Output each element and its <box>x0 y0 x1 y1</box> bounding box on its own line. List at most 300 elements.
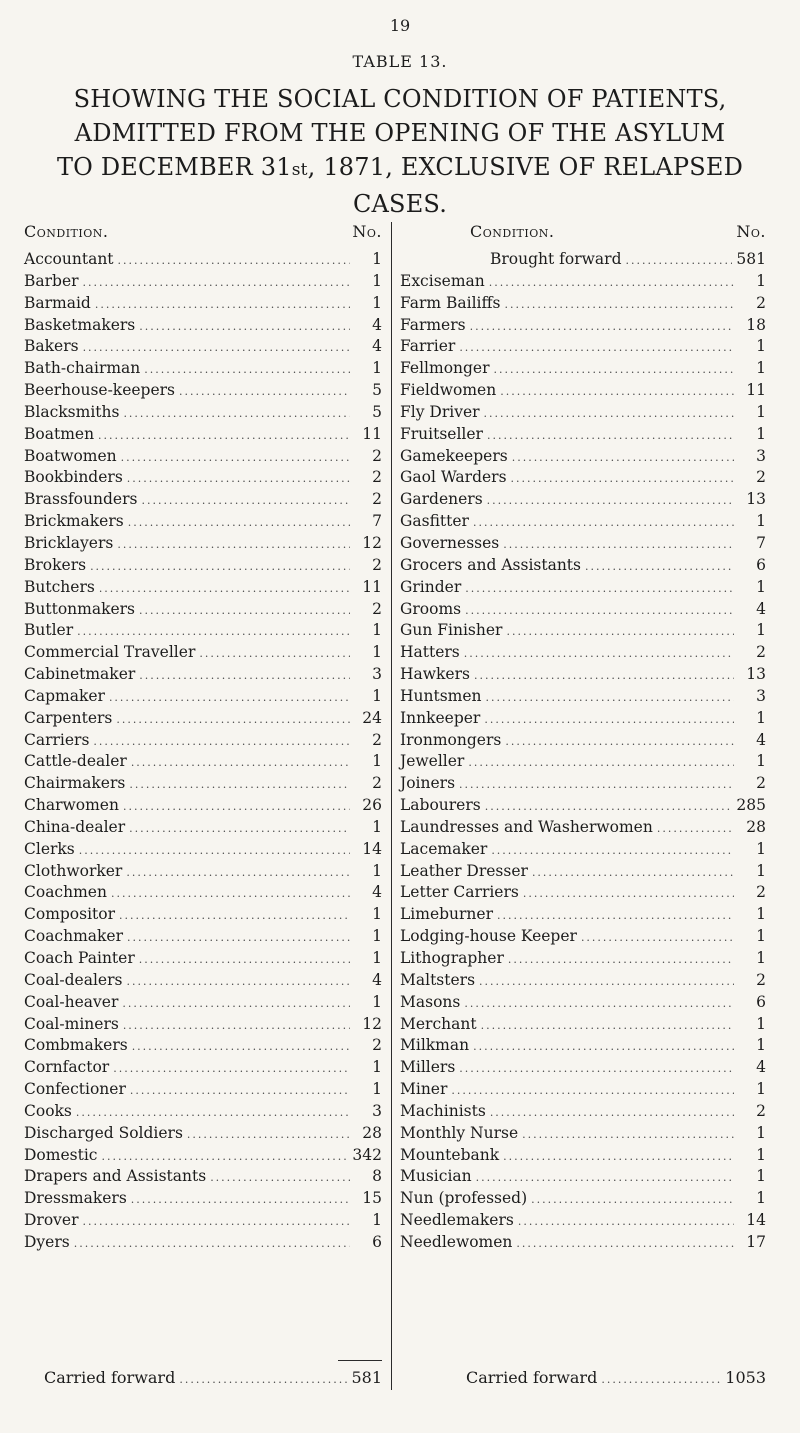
patient-count: 2 <box>372 555 382 574</box>
patient-count: 1 <box>372 359 382 378</box>
dot-leader <box>522 1128 734 1141</box>
table-row <box>400 250 766 272</box>
title-line-3 <box>20 150 780 187</box>
dot-leader <box>129 822 350 835</box>
condition-name: Cattle-dealer <box>24 752 127 771</box>
table-row <box>24 883 382 905</box>
left-rows <box>24 250 382 1255</box>
table-row <box>400 840 766 862</box>
dot-leader <box>581 931 734 944</box>
title-line-4: CASES. <box>352 190 448 218</box>
patient-count: 1 <box>756 337 766 356</box>
condition-name: Brought forward <box>490 250 622 268</box>
dot-leader <box>121 451 350 464</box>
patient-count: 1 <box>372 949 382 967</box>
dot-leader <box>481 1019 734 1032</box>
dot-leader <box>491 844 734 857</box>
dot-leader <box>83 276 350 289</box>
dot-leader <box>451 1084 734 1097</box>
dot-leader <box>179 385 350 398</box>
patient-count: 1 <box>756 271 766 290</box>
table-row <box>400 1124 766 1146</box>
patient-count: 1 <box>372 686 382 705</box>
condition-name: Butler <box>24 621 74 640</box>
condition-name: Maltsters <box>400 970 476 989</box>
patient-count: 12 <box>362 533 382 552</box>
condition-name: Fieldwomen <box>400 381 497 400</box>
patient-count: 1 <box>756 905 766 924</box>
condition-name: Grinder <box>400 577 462 596</box>
dot-leader <box>98 429 350 442</box>
patient-count: 24 <box>362 708 382 727</box>
dot-leader <box>131 1193 350 1206</box>
dot-leader <box>95 298 350 311</box>
table-row <box>400 272 766 294</box>
condition-name: Bath-chairman <box>24 359 141 378</box>
left-header-no: No. <box>352 222 382 241</box>
patient-count: 1 <box>756 1036 766 1055</box>
patient-count: 1 <box>756 1014 766 1033</box>
condition-name: Gasfitter <box>400 512 469 531</box>
patient-count: 1 <box>756 402 766 421</box>
dot-leader <box>464 997 734 1010</box>
table-row <box>400 971 766 993</box>
patient-count: 2 <box>372 446 382 465</box>
condition-name: Bricklayers <box>24 533 114 552</box>
table-row <box>24 447 382 469</box>
dot-leader <box>500 385 734 398</box>
table-row <box>24 971 382 993</box>
left-footer-label: Carried forward <box>44 1368 176 1387</box>
right-column <box>400 222 766 1255</box>
dot-leader <box>129 778 350 791</box>
dot-leader <box>484 713 734 726</box>
condition-name: Miner <box>400 1080 448 1099</box>
patient-count: 2 <box>372 599 382 618</box>
table-row <box>24 250 382 272</box>
dot-leader <box>504 298 734 311</box>
dot-leader <box>512 451 734 464</box>
patient-count: 4 <box>756 1058 766 1077</box>
condition-name: Jeweller <box>400 752 465 771</box>
condition-name: Beerhouse-keepers <box>24 381 176 400</box>
patient-count: 17 <box>746 1232 766 1251</box>
table-row <box>24 862 382 884</box>
dot-leader <box>131 756 350 769</box>
patient-count: 1 <box>372 643 382 662</box>
table-row <box>400 1146 766 1168</box>
dot-leader <box>123 407 350 420</box>
table-row <box>400 1015 766 1037</box>
table-row <box>24 1102 382 1124</box>
patient-count: 1 <box>756 621 766 640</box>
patient-count: 1 <box>756 1167 766 1186</box>
dot-leader <box>141 494 350 507</box>
table-row <box>400 1233 766 1255</box>
patient-count: 7 <box>756 533 766 552</box>
condition-name: Labourers <box>400 796 481 815</box>
table-row <box>24 1146 382 1168</box>
patient-count: 4 <box>372 970 382 989</box>
patient-count: 1 <box>372 621 382 640</box>
condition-name: Hawkers <box>400 665 470 684</box>
table-row <box>24 796 382 818</box>
condition-name: Carriers <box>24 730 90 749</box>
right-footer <box>466 1368 766 1387</box>
table-row <box>24 927 382 949</box>
condition-name: Discharged Soldiers <box>24 1123 183 1142</box>
left-column <box>24 222 382 1255</box>
dot-leader <box>113 1062 350 1075</box>
table-row <box>400 752 766 774</box>
table-row <box>24 468 382 490</box>
table-row <box>24 621 382 643</box>
patient-count: 3 <box>756 686 766 705</box>
condition-name: Bakers <box>24 337 79 356</box>
condition-name: Milkman <box>400 1036 470 1055</box>
right-column-header <box>400 222 766 250</box>
table-row <box>24 1080 382 1102</box>
table-row <box>24 1058 382 1080</box>
dot-leader <box>128 516 350 529</box>
table-row <box>24 556 382 578</box>
table-row <box>400 862 766 884</box>
dot-leader <box>474 669 734 682</box>
table-row <box>24 905 382 927</box>
condition-name: Buttonmakers <box>24 599 136 618</box>
table-row <box>400 949 766 971</box>
condition-name: Hatters <box>400 643 460 662</box>
patient-count: 26 <box>362 796 382 815</box>
patient-count: 1 <box>756 1080 766 1099</box>
dot-leader <box>626 254 733 267</box>
condition-name: Millers <box>400 1058 456 1077</box>
table-row <box>400 403 766 425</box>
condition-name: Charwomen <box>24 796 119 815</box>
dot-leader <box>484 407 734 420</box>
condition-name: Blacksmiths <box>24 402 120 421</box>
patient-count: 15 <box>362 1189 382 1208</box>
table-row <box>24 949 382 971</box>
table-row <box>400 818 766 840</box>
condition-name: Confectioner <box>24 1080 126 1099</box>
patient-count: 2 <box>372 730 382 749</box>
dot-leader <box>123 1019 350 1032</box>
title-line-2: ADMITTED FROM THE OPENING OF THE ASYLUM <box>74 119 726 147</box>
right-footer-label: Carried forward <box>466 1368 598 1387</box>
patient-count: 14 <box>362 839 382 858</box>
patient-count: 1 <box>372 1080 382 1099</box>
table-row <box>400 883 766 905</box>
table-row <box>400 1080 766 1102</box>
table-row <box>24 316 382 338</box>
table-row <box>24 490 382 512</box>
table-row <box>24 709 382 731</box>
title-line-1: SHOWING THE SOCIAL CONDITION OF PATIENTS, <box>73 85 727 113</box>
dot-leader <box>657 822 734 835</box>
condition-name: Monthly Nurse <box>400 1123 519 1142</box>
dot-leader <box>126 975 350 988</box>
dot-leader <box>487 494 734 507</box>
table-row <box>24 359 382 381</box>
dot-leader <box>486 691 734 704</box>
table-row <box>400 294 766 316</box>
table-row <box>400 490 766 512</box>
table-row <box>400 774 766 796</box>
table-row <box>24 687 382 709</box>
patient-count: 1 <box>756 359 766 378</box>
dot-leader <box>485 800 733 813</box>
patient-count: 5 <box>372 402 382 421</box>
patient-count: 1 <box>756 752 766 771</box>
condition-name: Huntsmen <box>400 686 482 705</box>
condition-name: Coachmen <box>24 883 107 902</box>
table-row <box>24 993 382 1015</box>
patient-count: 1 <box>756 512 766 531</box>
condition-name: Masons <box>400 992 461 1011</box>
patient-count: 3 <box>372 665 382 684</box>
patient-count: 1 <box>756 949 766 967</box>
table-row <box>400 534 766 556</box>
patient-count: 1 <box>372 1211 382 1230</box>
condition-name: Fly Driver <box>400 402 480 421</box>
patient-count: 2 <box>372 468 382 487</box>
dot-leader <box>508 953 734 966</box>
patient-count: 2 <box>756 1101 766 1120</box>
patient-count: 2 <box>372 1036 382 1055</box>
patient-count: 285 <box>736 796 766 815</box>
table-row <box>400 1211 766 1233</box>
table-row <box>24 1211 382 1233</box>
dot-leader <box>127 931 350 944</box>
table-row <box>24 272 382 294</box>
dot-leader <box>83 341 350 354</box>
dot-leader <box>479 975 734 988</box>
page-number: 19 <box>389 16 411 35</box>
condition-name: Gaol Warders <box>400 468 507 487</box>
right-header-no: No. <box>736 222 766 241</box>
patient-count: 2 <box>756 883 766 902</box>
patient-count: 3 <box>372 1101 382 1120</box>
left-total-rule <box>338 1360 382 1361</box>
patient-count: 6 <box>756 555 766 574</box>
dot-leader <box>523 887 734 900</box>
condition-name: Governesses <box>400 533 500 552</box>
condition-name: Accountant <box>24 250 114 268</box>
dot-leader <box>532 866 734 879</box>
patient-count: 14 <box>746 1211 766 1230</box>
condition-name: Brassfounders <box>24 490 138 509</box>
dot-leader <box>503 538 734 551</box>
condition-name: Clothworker <box>24 861 123 880</box>
condition-name: Grooms <box>400 599 462 618</box>
dot-leader <box>122 997 350 1010</box>
condition-name: Fellmonger <box>400 359 490 378</box>
condition-name: Boatmen <box>24 424 95 443</box>
condition-name: Barmaid <box>24 293 91 312</box>
condition-name: Bookbinders <box>24 468 123 487</box>
table-row <box>24 1189 382 1211</box>
dot-leader <box>531 1193 734 1206</box>
dot-leader <box>503 1150 734 1163</box>
patient-count: 4 <box>372 337 382 356</box>
right-footer-value: 1053 <box>725 1368 766 1387</box>
dot-leader <box>119 909 350 922</box>
patient-count: 2 <box>756 468 766 487</box>
condition-name: Compositor <box>24 905 116 924</box>
column-divider <box>391 222 392 1390</box>
condition-name: Barber <box>24 271 79 290</box>
dot-leader <box>511 472 734 485</box>
condition-name: Lithographer <box>400 949 504 967</box>
table-row <box>400 468 766 490</box>
left-footer-value: 581 <box>351 1368 382 1387</box>
condition-name: Boatwomen <box>24 446 117 465</box>
dot-leader <box>464 647 734 660</box>
patient-count: 1 <box>372 293 382 312</box>
patient-count: 28 <box>362 1123 382 1142</box>
condition-name: Mountebank <box>400 1145 500 1164</box>
condition-name: Nun (professed) <box>400 1189 528 1208</box>
table-row <box>400 1058 766 1080</box>
table-row <box>24 534 382 556</box>
patient-count: 1 <box>756 927 766 946</box>
table-row <box>24 752 382 774</box>
patient-count: 1 <box>372 1058 382 1077</box>
condition-name: China-dealer <box>24 817 126 836</box>
condition-name: Brickmakers <box>24 512 124 531</box>
dot-leader <box>116 713 350 726</box>
dot-leader <box>111 887 350 900</box>
patient-count: 1 <box>372 271 382 290</box>
dot-leader <box>497 909 734 922</box>
condition-name: Clerks <box>24 839 75 858</box>
patient-count: 1 <box>756 708 766 727</box>
dot-leader <box>77 625 350 638</box>
condition-name: Capmaker <box>24 686 105 705</box>
table-row <box>400 381 766 403</box>
condition-name: Musician <box>400 1167 472 1186</box>
table-row <box>400 556 766 578</box>
condition-name: Gamekeepers <box>400 446 508 465</box>
table-row <box>400 643 766 665</box>
patient-count: 2 <box>756 774 766 793</box>
table-row <box>400 927 766 949</box>
condition-name: Machinists <box>400 1101 486 1120</box>
table-row <box>24 512 382 534</box>
table-row <box>400 731 766 753</box>
dot-leader <box>76 1106 350 1119</box>
dot-leader <box>459 1062 734 1075</box>
patient-count: 2 <box>756 643 766 662</box>
patient-count: 6 <box>756 992 766 1011</box>
dot-leader <box>459 778 734 791</box>
condition-name: Combmakers <box>24 1036 128 1055</box>
table-row <box>400 687 766 709</box>
dot-leader <box>470 320 734 333</box>
patient-count: 2 <box>756 293 766 312</box>
left-footer-leader <box>179 1373 349 1386</box>
patient-count: 1 <box>372 905 382 924</box>
patient-count: 2 <box>372 490 382 509</box>
table-row <box>400 1167 766 1189</box>
table-row <box>400 709 766 731</box>
table-row <box>400 578 766 600</box>
table-row <box>400 337 766 359</box>
dot-leader <box>468 756 734 769</box>
condition-name: Cooks <box>24 1101 72 1120</box>
patient-count: 28 <box>746 817 766 836</box>
dot-leader <box>487 429 734 442</box>
dot-leader <box>117 538 350 551</box>
patient-count: 1 <box>372 992 382 1011</box>
condition-name: Drapers and Assistants <box>24 1167 207 1186</box>
right-rows <box>400 250 766 1255</box>
left-footer <box>44 1368 382 1387</box>
patient-count: 1 <box>372 861 382 880</box>
dot-leader <box>126 866 350 879</box>
condition-name: Letter Carriers <box>400 883 519 902</box>
patient-count: 4 <box>372 315 382 334</box>
condition-name: Farmers <box>400 315 466 334</box>
dot-leader <box>132 1040 350 1053</box>
patient-count: 1 <box>756 1123 766 1142</box>
dot-leader <box>459 341 734 354</box>
table-row <box>24 818 382 840</box>
title-line-3-post: , 1871, EXCLUSIVE OF RELAPSED <box>307 153 744 181</box>
dot-leader <box>506 625 734 638</box>
condition-name: Fruitseller <box>400 424 483 443</box>
dot-leader <box>473 1040 734 1053</box>
patient-count: 12 <box>362 1014 382 1033</box>
left-header-condition: Condition. <box>24 222 109 241</box>
table-row <box>400 316 766 338</box>
table-row <box>400 993 766 1015</box>
patient-count: 1 <box>756 1145 766 1164</box>
patient-count: 6 <box>372 1232 382 1251</box>
dot-leader <box>516 1237 734 1250</box>
condition-name: Coal-miners <box>24 1014 119 1033</box>
table-title <box>20 82 780 221</box>
condition-name: Lacemaker <box>400 839 488 858</box>
dot-leader <box>101 1150 348 1163</box>
dot-leader <box>74 1237 350 1250</box>
table-row <box>400 600 766 622</box>
condition-name: Commercial Traveller <box>24 643 196 662</box>
table-row <box>400 905 766 927</box>
table-label: TABLE 13. <box>352 52 448 71</box>
table-row <box>24 1036 382 1058</box>
dot-leader <box>139 604 350 617</box>
patient-count: 11 <box>746 381 766 400</box>
patient-count: 1 <box>756 577 766 596</box>
table-row <box>24 578 382 600</box>
dot-leader <box>210 1171 350 1184</box>
right-footer-leader <box>601 1373 723 1386</box>
condition-name: Butchers <box>24 577 95 596</box>
table-row <box>24 643 382 665</box>
patient-count: 342 <box>352 1145 382 1164</box>
dot-leader <box>144 363 350 376</box>
table-row <box>400 1102 766 1124</box>
table-row <box>400 425 766 447</box>
dot-leader <box>585 560 734 573</box>
dot-leader <box>109 691 350 704</box>
condition-name: Merchant <box>400 1014 477 1033</box>
table-row <box>400 512 766 534</box>
condition-name: Drover <box>24 1211 79 1230</box>
patient-count: 3 <box>756 446 766 465</box>
